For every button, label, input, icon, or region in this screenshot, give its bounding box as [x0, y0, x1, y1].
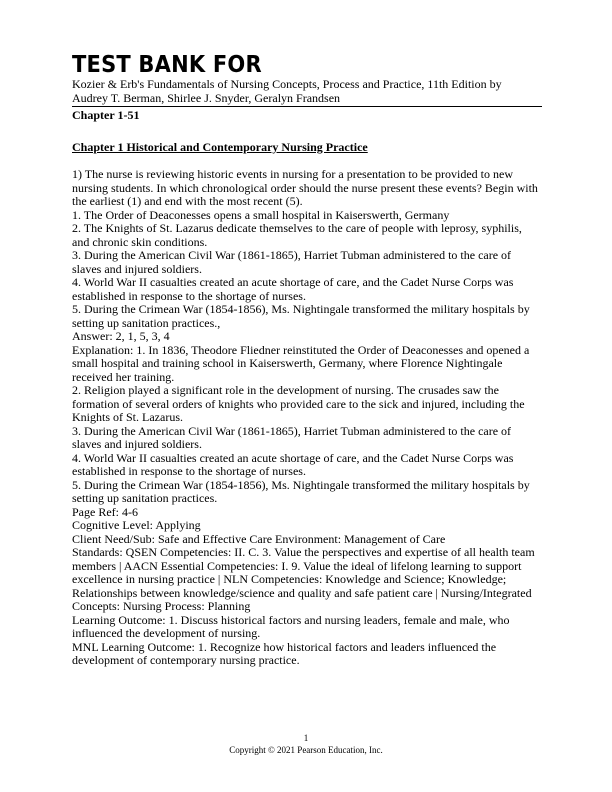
copyright-notice: Copyright © 2021 Pearson Education, Inc.: [229, 745, 383, 755]
cognitive-level: Cognitive Level: Applying: [72, 518, 201, 532]
mnl-learning-outcome: MNL Learning Outcome: 1. Recognize how historical factors and leaders influenced the development of contemporary nursing practice.: [72, 639, 497, 667]
option-item: 2. The Knights of St. Lazarus dedicate themselves to the care of people with leprosy, syphilis, and chronic skin conditions.: [72, 221, 522, 249]
page-ref: Page Ref: 4-6: [72, 504, 138, 519]
chapter-range: Chapter 1-51: [72, 108, 140, 122]
option-item: 1. The Order of Deaconesses opens a small hospital in Kaiserswerth, Germany: [72, 207, 450, 222]
option-item: 3. During the American Civil War (1861-1865), Harriet Tubman administered to the care of slaves and injured soldiers.: [72, 248, 512, 276]
question-block: [72, 168, 542, 668]
explanation-item: 3. During the American Civil War (1861-1865), Harriet Tubman administered to the care of slaves and injured soldiers.: [72, 423, 512, 451]
answer-line: Answer: 2, 1, 5, 3, 4: [72, 329, 170, 343]
option-item: 4. World War II casualties created an acute shortage of care, and the Cadet Nurse Corps was established in response to the shortage of nurses.: [72, 275, 514, 303]
client-need: Client Need/Sub: Safe and Effective Care Environment: Management of Care: [72, 531, 446, 546]
explanation-item: Explanation: 1. In 1836, Theodore Fliedner reinstituted the Order of Deaconesses and opened a small hospital and training school in Kaiserswerth, Germany, where Florence Nightingale received her training.: [72, 342, 530, 384]
book-authors-line: Audrey T. Berman, Shirlee J. Snyder, Geralyn Frandsen: [72, 90, 341, 105]
option-item: 5. During the Crimean War (1854-1856), Ms. Nightingale transformed the military hospitals by setting up sanitation practices.,: [72, 302, 530, 330]
explanation-item: 2. Religion played a significant role in the development of nursing. The crusades saw the formation of several orders of knights who provided care to the sick and injured, including the Knights of St. Lazarus.: [72, 383, 525, 424]
question-stem: 1) The nurse is reviewing historic events in nursing for a presentation to be provided to new nursing students. In which chronological order should the nurse present these events? Begin with the earliest (1) and end with the most recent (5).: [72, 167, 538, 208]
explanation-item: 5. During the Crimean War (1854-1856), Ms. Nightingale transformed the military hospitals by setting up sanitation practices.: [72, 477, 530, 505]
header-divider: [72, 106, 542, 107]
explanation-item: 4. World War II casualties created an acute shortage of care, and the Cadet Nurse Corps was established in response to the shortage of nurses.: [72, 450, 514, 478]
page-number: 1: [303, 733, 309, 743]
learning-outcome: Learning Outcome: 1. Discuss historical factors and nursing leaders, female and male, who influenced the development of nursing.: [72, 612, 510, 640]
chapter-heading: Chapter 1 Historical and Contemporary Nursing Practice: [72, 139, 368, 154]
test-bank-banner: TEST BANK FOR: [72, 50, 262, 78]
book-title-line: Kozier & Erb's Fundamentals of Nursing Concepts, Process and Practice, 11th Edition by: [72, 77, 502, 91]
standards: Standards: QSEN Competencies: II. C. 3. Value the perspectives and expertise of all health team members | AACN Essential Competencies: I. 9. Value the ideal of lifelong learning to support excellence in nursing practice | NLN Competencies: Knowledge and Science; Knowledge; Relationships between knowledge/science and quality and safe patient care | Nursing/Integrated Concepts: Nursing Process: Planning: [72, 545, 535, 613]
document-page: [72, 52, 542, 668]
